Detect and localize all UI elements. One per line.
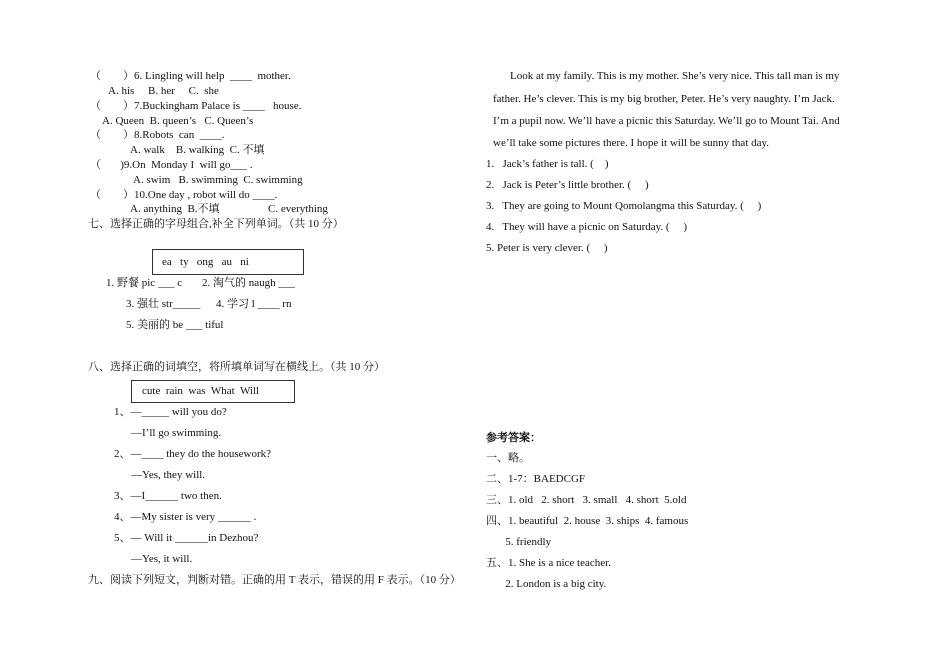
section-8-item-1-reply: —I’ll go swimming. — [131, 427, 222, 439]
question-8: （ ）8.Robots can ____. — [90, 129, 225, 141]
answer-line-2: 二、1-7：BAEDCGF — [486, 473, 586, 485]
answers-title: 参考答案： — [486, 432, 541, 444]
tf-item-4: 4. They will have a picnic on Saturday. ( ) — [486, 221, 688, 233]
section-8-item-2: 2、—____ they do the housework? — [114, 448, 272, 460]
question-8-options: A. walk B. walking C. 不填 — [130, 144, 265, 156]
answer-line-5: 5. friendly — [486, 536, 552, 548]
question-10-options-ab: A. anything B.不填 — [130, 203, 220, 215]
section-7-item-5: 5. 美丽的 be ___ tiful — [126, 319, 224, 331]
tf-item-3: 3. They are going to Mount Qomolangma this Saturday. ( ) — [486, 200, 762, 212]
section-8-item-5-reply: —Yes, it will. — [131, 553, 193, 565]
section-7-title: 七、选择正确的字母组合,补全下列单词。（共 10 分） — [88, 218, 344, 230]
tf-item-1: 1. Jack’s father is tall. ( ) — [486, 158, 609, 170]
section-8-word-options: cute rain was What Will — [142, 385, 260, 397]
question-7-options: A. Queen B. queen’s C. Queen’s — [102, 115, 254, 127]
section-8-item-4: 4、—My sister is very ______ . — [114, 511, 257, 523]
answer-line-6: 五、1. She is a nice teacher. — [486, 557, 611, 569]
section-8-item-2-reply: —Yes, they will. — [131, 469, 206, 481]
question-7: （ ）7.Buckingham Palace is ____ house. — [90, 100, 302, 112]
tf-item-2: 2. Jack is Peter’s little brother. ( ) — [486, 179, 649, 191]
passage-line-2: father. He’s clever. This is my big brother, Peter. He’s very naughty. I’m Jack. — [493, 93, 835, 105]
question-10: （ ）10.One day , robot will do ____. — [90, 189, 278, 201]
passage-line-1: Look at my family. This is my mother. She’s very nice. This tall man is my — [510, 70, 840, 82]
question-9: （ )9.On Monday I will go___ . — [90, 159, 253, 171]
answer-line-1: 一、略。 — [486, 452, 530, 464]
section-7-item-2: 2. 淘气的 naugh ___ — [202, 277, 295, 289]
section-7-item-1: 1. 野餐 pic ___ c — [106, 277, 183, 289]
section-7-item-3: 3. 强壮 str_____ — [126, 298, 201, 310]
answer-line-7: 2. London is a big city. — [486, 578, 607, 590]
section-8-item-5: 5、— Will it ______in Dezhou? — [114, 532, 259, 544]
section-8-item-1: 1、—_____ will you do? — [114, 406, 227, 418]
section-7-letter-box — [152, 249, 304, 275]
question-6-options: A. his B. her C. she — [108, 85, 219, 97]
tf-item-5: 5. Peter is very clever. ( ) — [486, 242, 608, 254]
question-10-option-c: C. everything — [268, 203, 328, 215]
section-8-word-box — [131, 380, 295, 403]
passage-line-3: I’m a pupil now. We’ll have a picnic this Saturday. We’ll go to Mount Tai. And — [493, 115, 840, 127]
passage-line-4: we’ll take some pictures there. I hope it will be sunny that day. — [493, 137, 770, 149]
question-6: （ ）6. Lingling will help ____ mother. — [90, 70, 291, 82]
answer-line-4: 四、1. beautiful 2. house 3. ships 4. famous — [486, 515, 689, 527]
answer-line-3: 三、1. old 2. short 3. small 4. short 5.old — [486, 494, 687, 506]
question-9-options: A. swim B. swimming C. swimming — [133, 174, 303, 186]
section-8-item-3: 3、—I______ two then. — [114, 490, 222, 502]
section-7-letter-options: ea ty ong au ni — [162, 256, 249, 268]
section-8-title: 八、选择正确的词填空，将所填单词写在横线上。（共 10 分） — [88, 361, 385, 373]
section-9-title: 九、阅读下列短文，判断对错。正确的用 T 表示，错误的用 F 表示。（10 分） — [88, 574, 461, 586]
section-7-item-4: 4. 学习 l ____ rn — [216, 298, 292, 310]
